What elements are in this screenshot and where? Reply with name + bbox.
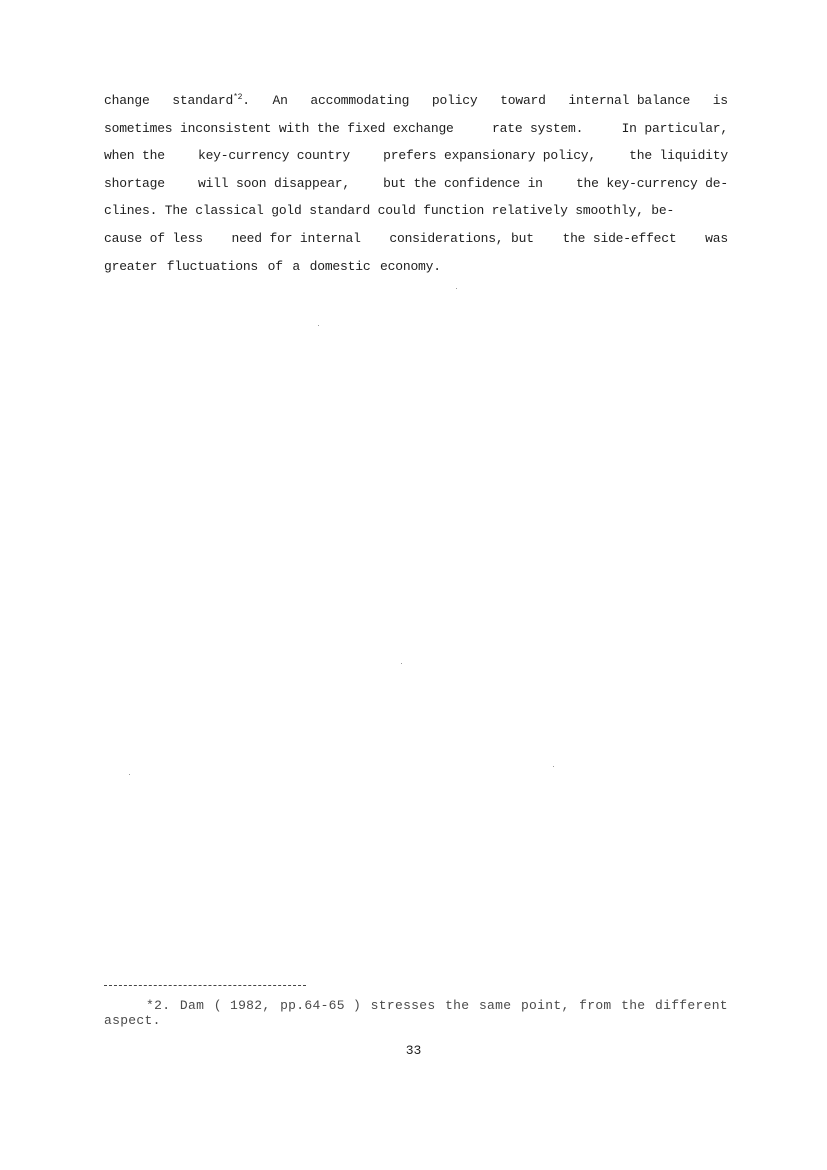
footnote-word: the <box>621 998 646 1013</box>
footnote-word: from <box>579 998 612 1013</box>
phrase: cause of less <box>104 230 203 246</box>
phrase: was <box>705 230 728 246</box>
word: toward <box>500 93 546 108</box>
text-line-1 <box>104 87 728 115</box>
phrase: In particular, <box>621 120 728 136</box>
phrase: clines. The classical gold standard could function relatively smoothly, be- <box>104 203 675 219</box>
text-line-3 <box>104 142 728 170</box>
footnote-word: pp.64-65 ) <box>280 998 362 1013</box>
phrase: shortage <box>104 175 165 191</box>
word: change <box>104 93 150 108</box>
footnote-divider <box>104 985 306 986</box>
phrase: considerations, but <box>389 230 534 246</box>
footnote-word: the <box>445 998 470 1013</box>
footnote-word: ( 1982, <box>213 998 271 1013</box>
footnote-word: stresses <box>370 998 436 1013</box>
text-line-4 <box>104 170 728 198</box>
page-number: 33 <box>405 1043 422 1058</box>
footnote-line-2: aspect. <box>104 1013 161 1028</box>
scan-speck <box>553 766 554 767</box>
phrase: the liquidity <box>629 148 728 164</box>
word: internal balance <box>568 93 691 108</box>
phrase: prefers expansionary policy, <box>383 148 596 164</box>
scan-speck <box>456 288 457 289</box>
phrase: the key-currency de- <box>575 175 728 191</box>
body-paragraph <box>104 87 728 280</box>
word: An <box>272 93 288 108</box>
phrase: the side-effect <box>562 230 677 246</box>
phrase: rate system. <box>492 120 584 136</box>
text-line-7 <box>104 253 728 281</box>
phrase: greater fluctuations of a domestic economy. <box>104 258 441 274</box>
phrase: will soon disappear, <box>197 175 350 191</box>
text-line-2 <box>104 115 728 143</box>
text-line-5 <box>104 197 728 225</box>
phrase: but the confidence in <box>383 175 543 191</box>
footnote <box>104 998 728 1028</box>
footnote-word: same <box>478 998 512 1013</box>
word: is <box>712 93 728 108</box>
scan-speck <box>318 325 319 326</box>
footnote-marker: *2. <box>146 998 171 1013</box>
word: accommodating <box>310 93 410 108</box>
phrase: sometimes inconsistent with the fixed exchange <box>104 120 454 136</box>
phrase: when the <box>104 148 165 164</box>
scan-speck <box>401 663 402 664</box>
footnote-word: point, <box>520 998 570 1013</box>
text-line-6 <box>104 225 728 253</box>
word: policy <box>431 93 478 108</box>
scan-speck <box>129 774 130 775</box>
phrase: key-currency country <box>197 148 350 164</box>
footnote-ref: *2 <box>233 93 243 102</box>
footnote-word: Dam <box>179 998 205 1013</box>
word-with-footnote-ref: standard$^{*2}$. <box>172 93 250 108</box>
footnote-word: different <box>655 998 728 1013</box>
footnote-line-1 <box>104 998 728 1013</box>
phrase: need for internal <box>231 230 361 246</box>
